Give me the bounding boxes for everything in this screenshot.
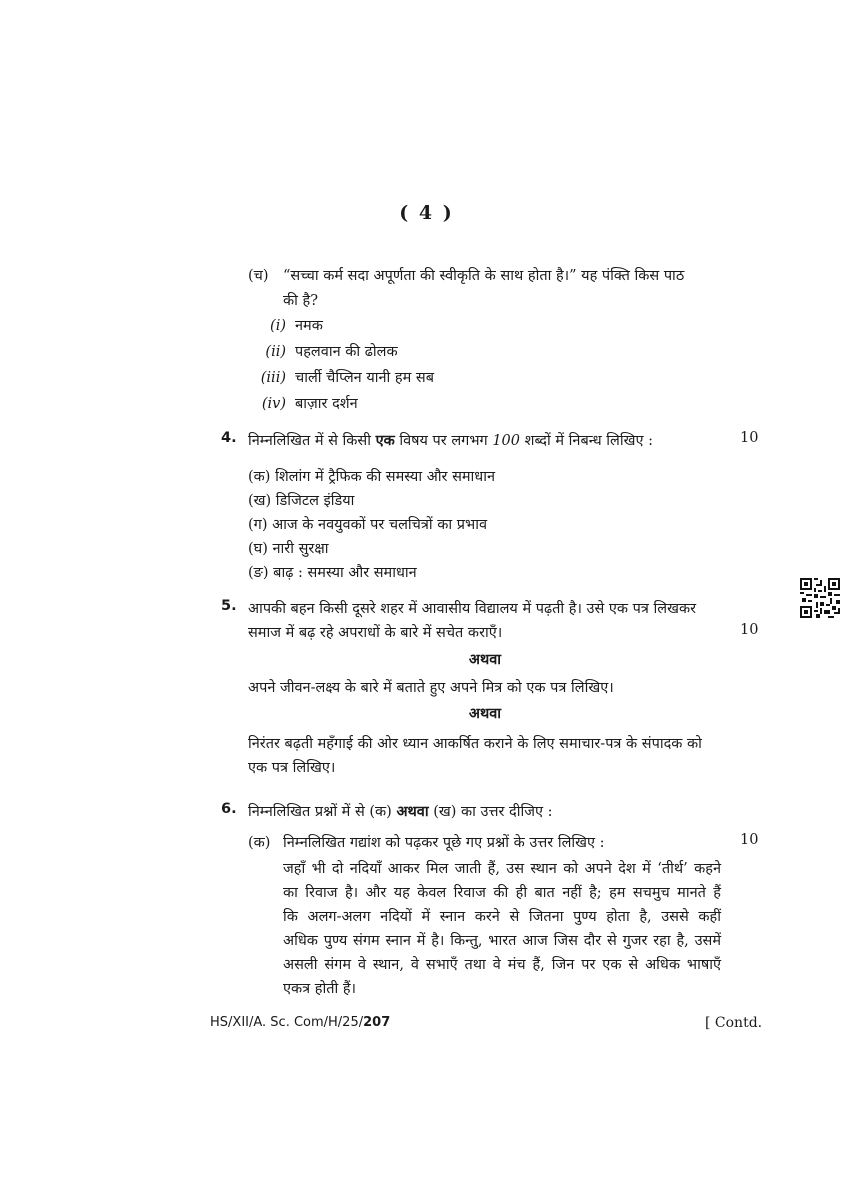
option-text: पहलवान की ढोलक bbox=[295, 344, 398, 360]
option-text: नमक bbox=[295, 318, 323, 334]
q6-text-bold: अथवा bbox=[396, 803, 429, 820]
q5-or-2: अथवा bbox=[468, 705, 502, 722]
topic-text: आज के नवयुवकों पर चलचित्रों का प्रभाव bbox=[272, 517, 488, 533]
q4-number: 4. bbox=[221, 430, 237, 446]
q5-alternative-2-line2: एक पत्र लिखिए। bbox=[248, 760, 336, 776]
q4-topic bbox=[248, 562, 417, 582]
q6-text bbox=[248, 801, 553, 821]
continued-note: [ Contd. bbox=[705, 1015, 763, 1031]
topic-text: डिजिटल इंडिया bbox=[275, 493, 355, 509]
passage-line: कि अलग-अलग नदियों में स्नान करने से जितना पुण्य होता है, उससे कहीं bbox=[283, 909, 721, 925]
q4-topic bbox=[248, 490, 354, 510]
topic-text: बाढ़ : समस्या और समाधान bbox=[273, 565, 417, 581]
passage-line: असली संगम वे स्थान, वे सभाएँ तथा वे मंच हैं, जिन पर एक से अधिक भाषाएँ bbox=[283, 957, 721, 973]
q6-text-before: निम्नलिखित प्रश्नों में से (क) bbox=[248, 804, 392, 820]
topic-label: (ङ) bbox=[248, 565, 269, 581]
q6-marks: 10 bbox=[740, 832, 759, 848]
option-number: (ii) bbox=[265, 344, 286, 360]
passage-line: जहाँ भी दो नदियाँ आकर मिल जाती हैं, उस स्थान को अपने देश में ‘तीर्थ’ कहने bbox=[283, 861, 721, 877]
q4-topic bbox=[248, 514, 487, 534]
passage-line: का रिवाज है। और यह केवल रिवाज की ही बात नहीं है; हम सचमुच मानते हैं bbox=[283, 885, 721, 901]
q4-topic bbox=[248, 538, 328, 558]
topic-label: (घ) bbox=[248, 541, 268, 557]
q4-word-count: 100 bbox=[492, 433, 520, 449]
passage-line: अधिक पुण्य संगम स्नान में है। किन्तु, भारत आज जिस दौर से गुजर रहा है, उसमें bbox=[283, 933, 721, 949]
q5-alternative-1: अपने जीवन-लक्ष्य के बारे में बताते हुए अपने मित्र को एक पत्र लिखिए। bbox=[248, 680, 614, 696]
passage-line: एकत्र होती हैं। bbox=[283, 981, 357, 997]
q3-ch-text-line2: की है? bbox=[283, 293, 318, 309]
q5-or-1: अथवा bbox=[468, 651, 502, 668]
topic-label: (क) bbox=[248, 469, 271, 485]
topic-text: नारी सुरक्षा bbox=[272, 541, 329, 557]
q4-marks: 10 bbox=[740, 430, 759, 446]
q6-number: 6. bbox=[221, 801, 237, 817]
topic-label: (ग) bbox=[248, 517, 268, 533]
q6-ka-text: निम्नलिखित गद्यांश को पढ़कर पूछे गए प्रश्नों के उत्तर लिखिए : bbox=[283, 835, 605, 851]
paper-code-text: HS/XII/A. Sc. Com/H/25/ bbox=[210, 1015, 364, 1030]
q5-number: 5. bbox=[221, 598, 237, 614]
paper-code-bold: 207 bbox=[363, 1015, 391, 1030]
option-number: (i) bbox=[270, 318, 286, 334]
q4-topic bbox=[248, 466, 495, 486]
q5-alternative-2-line1: निरंतर बढ़ती महँगाई की ओर ध्यान आकर्षित कराने के लिए समाचार-पत्र के संपादक को bbox=[248, 736, 702, 752]
topic-label: (ख) bbox=[248, 493, 272, 509]
option-number: (iii) bbox=[260, 370, 286, 386]
option-number: (iv) bbox=[261, 396, 286, 412]
qr-code-icon bbox=[800, 578, 840, 618]
q3-option bbox=[252, 341, 398, 361]
q3-option bbox=[252, 367, 434, 387]
q3-option bbox=[252, 393, 358, 413]
q5-marks: 10 bbox=[740, 622, 759, 638]
topic-text: शिलांग में ट्रैफिक की समस्या और समाधान bbox=[275, 469, 496, 485]
q5-text-line2: समाज में बढ़ रहे अपराधों के बारे में सचेत कराएँ। bbox=[248, 625, 503, 641]
q4-text-bold: एक bbox=[375, 432, 395, 449]
q6-text-after: (ख) का उत्तर दीजिए : bbox=[433, 804, 553, 820]
q4-text bbox=[248, 430, 653, 450]
paper-code bbox=[210, 1015, 390, 1030]
q3-option bbox=[252, 315, 323, 335]
q4-text-mid: विषय पर लगभग bbox=[399, 433, 488, 449]
option-text: बाज़ार दर्शन bbox=[295, 396, 358, 412]
q6-ka-label: (क) bbox=[248, 835, 271, 851]
q3-ch-label: (च) bbox=[248, 268, 269, 284]
page-number: ( 4 ) bbox=[399, 202, 454, 224]
q4-text-after: शब्दों में निबन्ध लिखिए : bbox=[524, 433, 653, 449]
q3-ch-text-line1: “सच्चा कर्म सदा अपूर्णता की स्वीकृति के साथ होता है।” यह पंक्ति किस पाठ bbox=[283, 268, 685, 284]
q4-text-before: निम्नलिखित में से किसी bbox=[248, 433, 371, 449]
option-text: चार्ली चैप्लिन यानी हम सब bbox=[295, 370, 434, 386]
q5-text-line1: आपकी बहन किसी दूसरे शहर में आवासीय विद्यालय में पढ़ती है। उसे एक पत्र लिखकर bbox=[248, 601, 697, 617]
